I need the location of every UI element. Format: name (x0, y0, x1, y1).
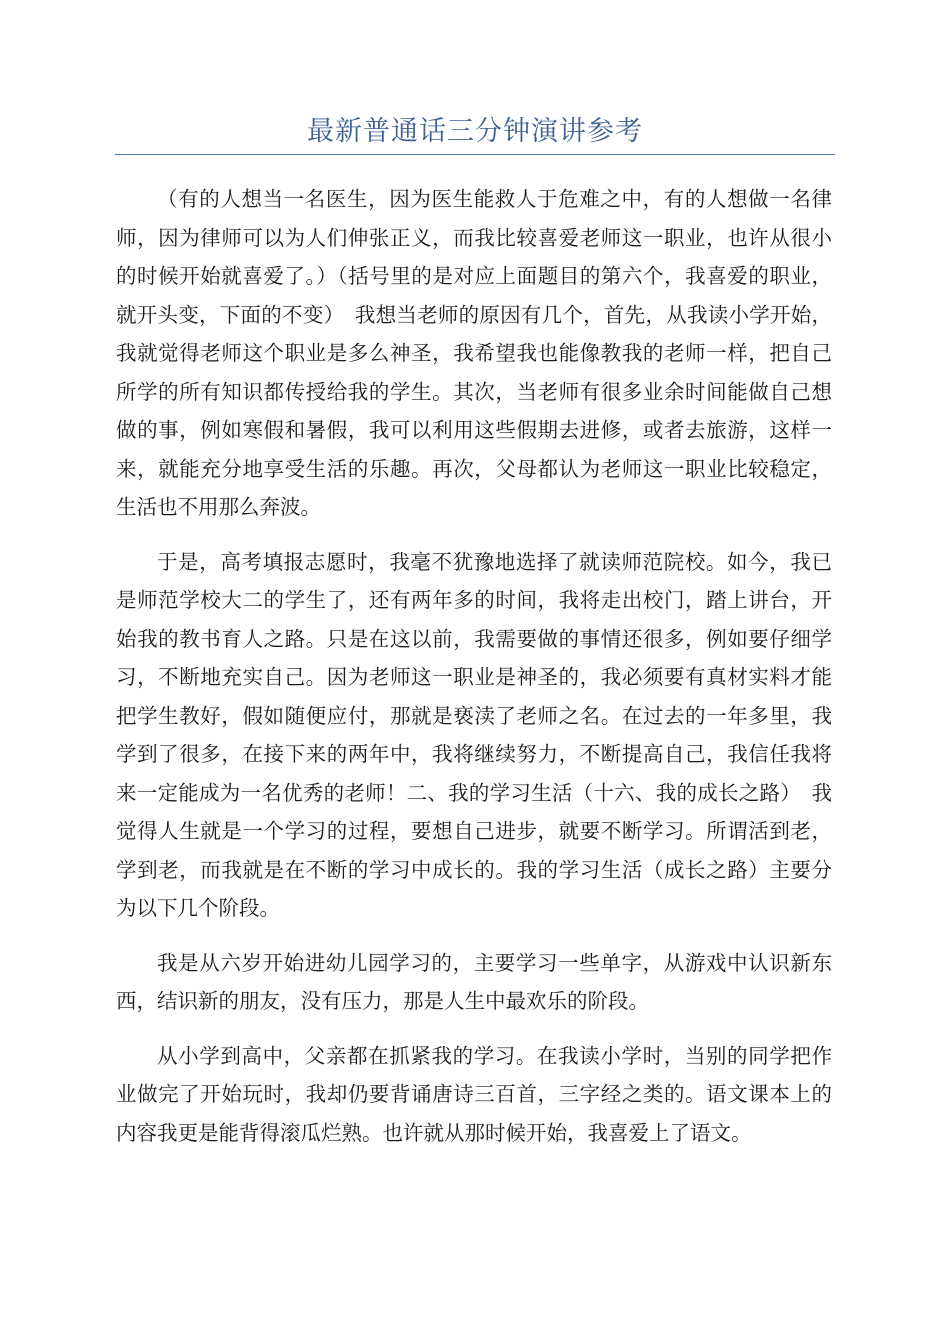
paragraph-4: 从小学到高中，父亲都在抓紧我的学习。在我读小学时，当别的同学把作业做完了开始玩时，我却仍要背诵唐诗三百首，三字经之类的。语文课本上的内容我更是能背得滚瓜烂熟。也许就从那时候开始，我喜爱上了语文。 (116, 1043, 832, 1145)
paragraph-2: 于是，高考填报志愿时，我毫不犹豫地选择了就读师范院校。如今，我已是师范学校大二的学生了，还有两年多的时间，我将走出校门，踏上讲台，开始我的教书育人之路。只是在这以前，我需要做的事情还很多，例如要仔细学习，不断地充实自己。因为老师这一职业是神圣的，我必须要有真材实料才能把学生教好，假如随便应付，那就是亵渎了老师之名。在过去的一年多里，我学到了很多，在接下来的两年中，我将继续努力，不断提高自己，我信任我将来一定能成为一名优秀的老师！二、我的学习生活（十六、我的成长之路） 我觉得人生就是一个学习的过程，要想自己进步，就要不断学习。所谓活到老，学到老，而我就是在不断的学习中成长的。我的学习生活（成长之路）主要分为以下几个阶段。 (116, 549, 832, 920)
title-underline (115, 154, 835, 155)
document-body (116, 180, 832, 1168)
paragraph-1: （有的人想当一名医生，因为医生能救人于危难之中，有的人想做一名律师，因为律师可以为人们伸张正义，而我比较喜爱老师这一职业，也许从很小的时候开始就喜爱了。）（括号里的是对应上面题目的第六个，我喜爱的职业，就开头变，下面的不变） 我想当老师的原因有几个，首先，从我读小学开始，我就觉得老师这个职业是多么神圣，我希望我也能像教我的老师一样，把自己所学的所有知识都传授给我的学生。其次，当老师有很多业余时间能做自己想做的事，例如寒假和暑假，我可以利用这些假期去进修，或者去旅游，这样一来，就能充分地享受生活的乐趣。再次，父母都认为老师这一职业比较稳定，生活也不用那么奔波。 (116, 187, 832, 519)
document-title: 最新普通话三分钟演讲参考 (307, 116, 643, 147)
paragraph-3: 我是从六岁开始进幼儿园学习的，主要学习一些单字，从游戏中认识新东西，结识新的朋友，没有压力，那是人生中最欢乐的阶段。 (116, 950, 832, 1013)
